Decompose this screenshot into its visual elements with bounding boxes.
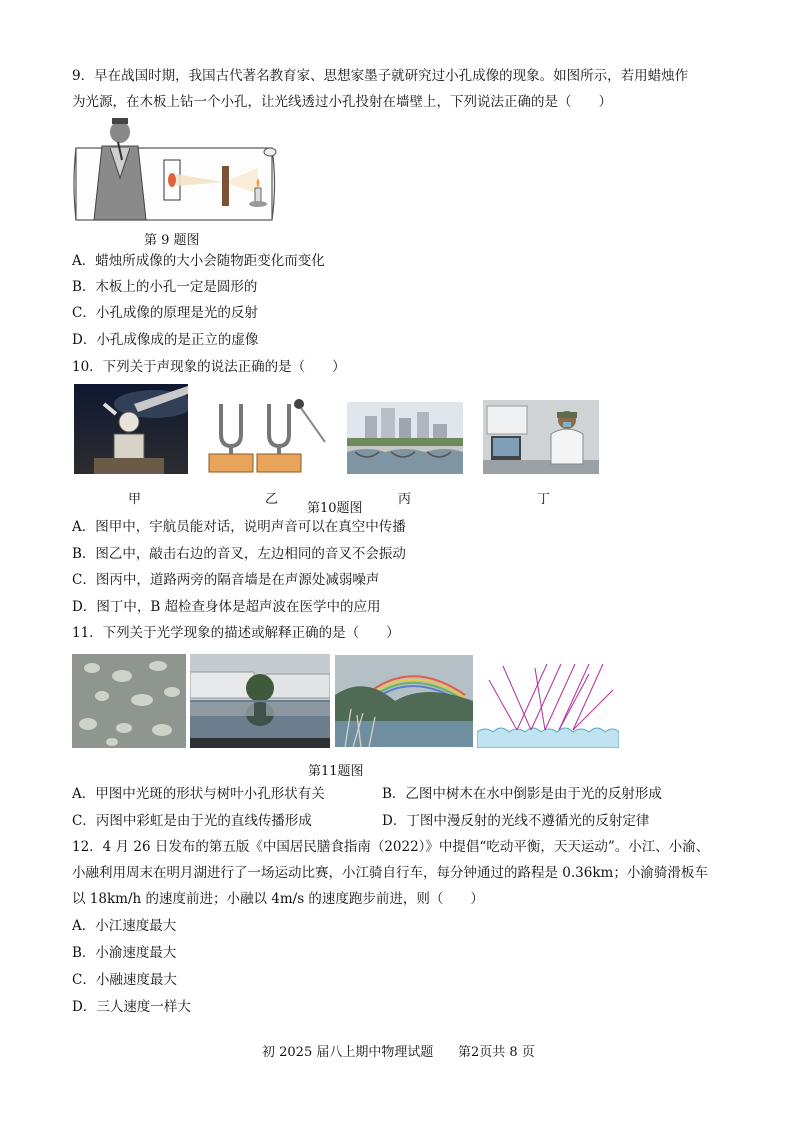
q11-stem: 11．下列关于光学现象的描述或解释正确的是（ ） <box>72 625 400 641</box>
q10-figure-ding-b-ultrasound <box>483 400 599 474</box>
q11-figure-bing-rainbow <box>335 655 473 747</box>
q10-label-bing: 丙 <box>398 492 412 507</box>
q12-option-d: D．三人速度一样大 <box>72 999 191 1015</box>
q11-figure-ding-diffuse-reflection <box>477 660 619 748</box>
q10-label-ding: 丁 <box>537 492 551 507</box>
q12-stem-line3: 以 18km/h 的速度前进；小融以 4m/s 的速度跑步前进，则（ ） <box>72 891 484 907</box>
q12-stem-line1: 12．4 月 26 日发布的第五版《中国居民膳食指南（2022）》中提倡“吃动平衡，天天运动”。小江、小渝、 <box>72 839 710 855</box>
q12-option-a: A．小江速度最大 <box>72 918 177 934</box>
q11-caption: 第11题图 <box>308 764 364 779</box>
q10-option-d: D．图丁中，B 超检查身体是超声波在医学中的应用 <box>72 599 381 615</box>
q9-option-d: D．小孔成像成的是正立的虚像 <box>72 332 259 348</box>
q10-figure-yi-tuning-forks <box>207 398 329 474</box>
q11-option-a: A．甲图中光斑的形状与树叶小孔形状有关 <box>72 786 325 802</box>
footer-title: 初 2025 届八上期中物理试题 <box>262 1045 434 1060</box>
q10-option-b: B．图乙中，敲击右边的音叉，左边相同的音叉不会振动 <box>72 546 406 562</box>
q9-option-b: B．木板上的小孔一定是圆形的 <box>72 279 258 295</box>
q9-stem-line2: 为光源，在木板上钻一个小孔，让光线透过小孔投射在墙壁上，下列说法正确的是（ ） <box>72 94 612 110</box>
q9-figure-mozi-pinhole <box>72 118 278 226</box>
q11-option-c: C．丙图中彩虹是由于光的直线传播形成 <box>72 813 312 829</box>
q11-figure-yi-reflection <box>190 654 330 748</box>
q10-label-jia: 甲 <box>128 492 142 507</box>
q9-option-a: A．蜡烛所成像的大小会随物距变化而变化 <box>72 253 325 269</box>
q10-figure-jia-astronaut <box>74 384 188 474</box>
q10-option-a: A．图甲中，宇航员能对话，说明声音可以在真空中传播 <box>72 519 406 535</box>
q9-caption: 第 9 题图 <box>144 233 200 248</box>
q10-option-c: C．图丙中，道路两旁的隔音墙是在声源处减弱噪声 <box>72 572 380 588</box>
footer-page-number: 第2页共 8 页 <box>458 1045 535 1060</box>
q11-option-d: D．丁图中漫反射的光线不遵循光的反射定律 <box>382 813 650 829</box>
q9-option-c: C．小孔成像的原理是光的反射 <box>72 305 258 321</box>
q12-stem-line2: 小融利用周末在明月湖进行了一场运动比赛，小江骑自行车，每分钟通过的路程是 0.36km；小渝骑滑板车 <box>72 865 708 881</box>
q12-option-c: C．小融速度最大 <box>72 972 177 988</box>
q11-option-b: B．乙图中树木在水中倒影是由于光的反射形成 <box>382 786 662 802</box>
q11-figure-jia-light-spots <box>72 654 186 748</box>
q10-figure-bing-bridge <box>347 402 463 474</box>
q12-option-b: B．小渝速度最大 <box>72 945 177 961</box>
q10-label-yi: 乙 <box>265 492 279 507</box>
q10-caption: 第10题图 <box>307 501 363 516</box>
q10-stem: 10．下列关于声现象的说法正确的是（ ） <box>72 359 346 375</box>
q9-stem-line1: 9．早在战国时期，我国古代著名教育家、思想家墨子就研究过小孔成像的现象。如图所示，若用蜡烛作 <box>72 68 689 84</box>
